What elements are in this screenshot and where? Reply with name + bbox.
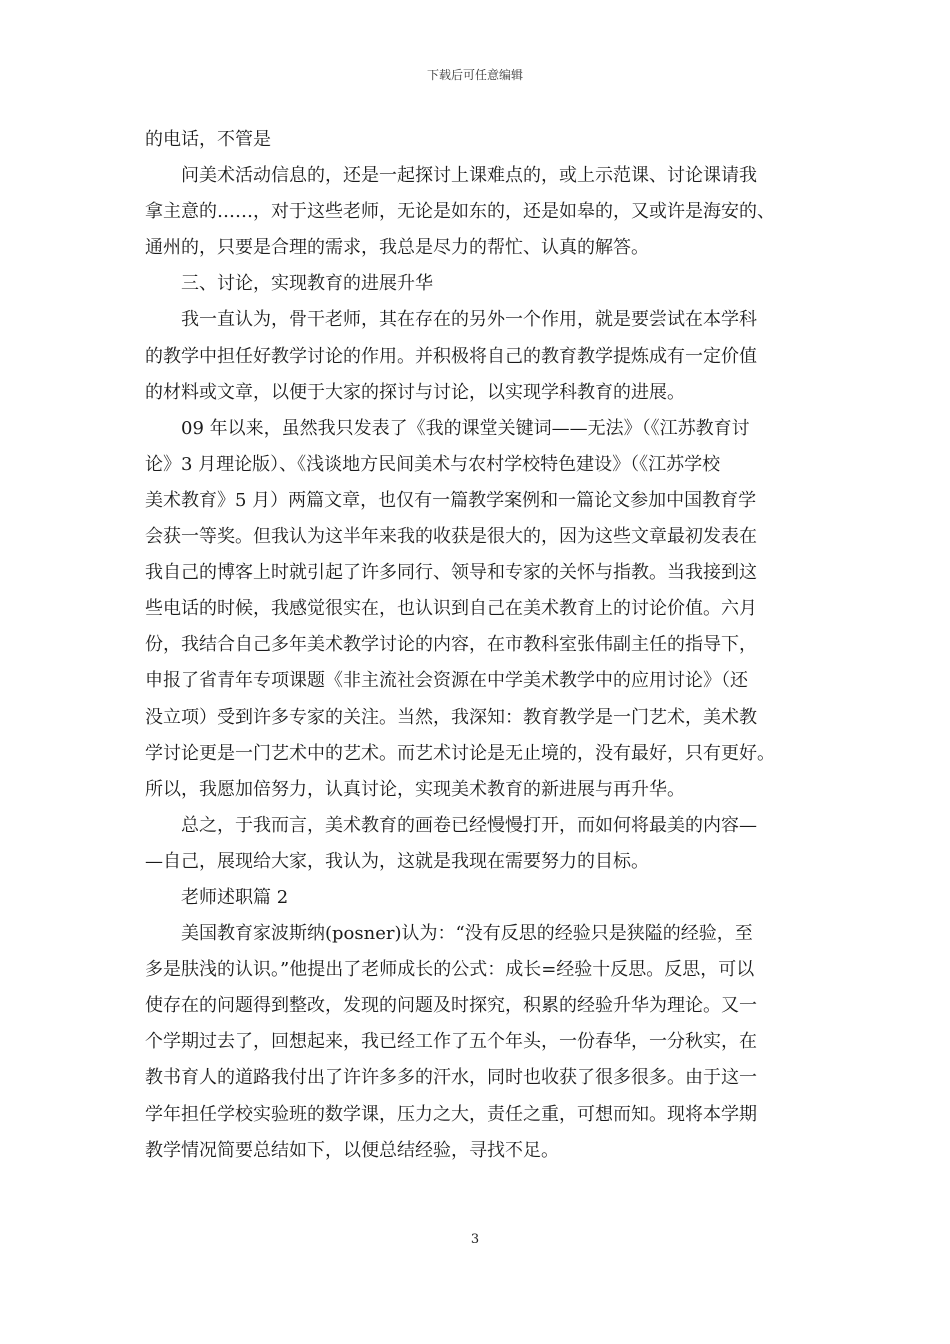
text-line: 教书育人的道路我付出了许许多多的汗水，同时也收获了很多很多。由于这一 [145, 1067, 757, 1089]
text-line: —自己，展现给大家，我认为，这就是我现在需要努力的目标。 [145, 850, 649, 872]
text-line: 所以，我愿加倍努力，认真讨论，实现美术教育的新进展与再升华。 [145, 778, 685, 800]
text-line: 没立项）受到许多专家的关注。当然，我深知：教育教学是一门艺术，美术教 [145, 706, 757, 728]
text-line: 多是肤浅的认识。”他提出了老师成长的公式：成长=经验十反思。反思，可以 [145, 959, 755, 981]
text-line: 总之，于我而言，美术教育的画卷已经慢慢打开，而如何将最美的内容— [181, 814, 757, 836]
text-line: 通州的，只要是合理的需求，我总是尽力的帮忙、认真的解答。 [145, 237, 649, 259]
text-line: 美国教育家波斯纳(posner)认为：“没有反思的经验只是狭隘的经验，至 [181, 923, 753, 945]
text-line: 老师述职篇 2 [181, 886, 289, 908]
text-line: 使存在的问题得到整改，发现的问题及时探究，积累的经验升华为理论。又一 [145, 995, 757, 1017]
text-line: 我自己的博客上时就引起了许多同行、领导和专家的关怀与指教。当我接到这 [145, 562, 757, 584]
text-line: 份，我结合自己多年美术教学讨论的内容，在市教科室张伟副主任的指导下， [145, 634, 757, 656]
text-line: 教学情况简要总结如下，以便总结经验，寻找不足。 [145, 1139, 559, 1161]
text-line: 会获一等奖。但我认为这半年来我的收获是很大的，因为这些文章最初发表在 [145, 526, 757, 548]
text-line: 美术教育》5 月）两篇文章，也仅有一篇教学案例和一篇论文参加中国教育学 [145, 489, 757, 511]
text-line: 的材料或文章，以便于大家的探讨与讨论，以实现学科教育的进展。 [145, 381, 685, 403]
text-line: 的教学中担任好教学讨论的作用。并积极将自己的教育教学提炼成有一定价值 [145, 345, 757, 367]
text-line: 三、讨论，实现教育的进展升华 [181, 273, 433, 295]
text-line: 问美术活动信息的，还是一起探讨上课难点的，或上示范课、讨论课请我 [181, 165, 757, 187]
page-header: 下载后可任意编辑 [426, 68, 523, 82]
text-line: 拿主意的……，对于这些老师，无论是如东的，还是如皋的，又或许是海安的、 [145, 201, 775, 223]
text-line: 的电话，不管是 [145, 129, 271, 150]
document-body [145, 122, 809, 1169]
text-line: 申报了省青年专项课题《非主流社会资源在中学美术教学中的应用讨论》（还 [145, 670, 748, 692]
text-line: 我一直认为，骨干老师，其在存在的另外一个作用，就是要尝试在本学科 [181, 309, 757, 331]
page-number: 3 [470, 1232, 480, 1247]
text-line: 学年担任学校实验班的数学课，压力之大，责任之重，可想而知。现将本学期 [145, 1103, 757, 1125]
text-line: 个学期过去了，回想起来，我已经工作了五个年头，一份春华，一分秋实，在 [145, 1031, 757, 1053]
text-line: 些电话的时候，我感觉很实在，也认识到自己在美术教育上的讨论价值。六月 [145, 598, 757, 620]
text-line: 09 年以来，虽然我只发表了《我的课堂关键词——无法》（《江苏教育讨 [181, 417, 750, 439]
text-line: 学讨论更是一门艺术中的艺术。而艺术讨论是无止境的，没有最好，只有更好。 [145, 742, 775, 764]
text-line: 论》3 月理论版）、《浅谈地方民间美术与农村学校特色建设》（《江苏学校 [145, 453, 721, 475]
